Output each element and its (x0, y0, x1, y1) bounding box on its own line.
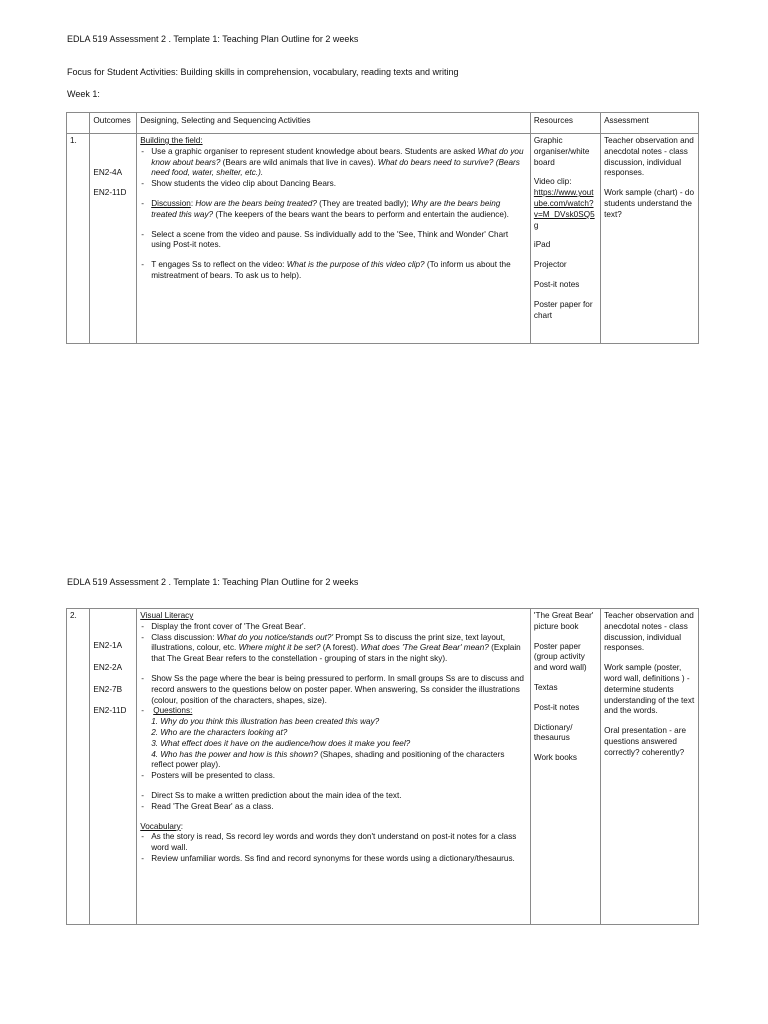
activities-cell (137, 609, 531, 925)
activity-item: - Class discussion: What do you notice/stands out?' Prompt Ss to discuss the print size, text layout, illustrations, colour, etc. Where might it be set? (A forest). What does 'The Great Bear' mean? (Explain that The Great Bear refers to the constellation - grouping of stars in the night sky). (140, 633, 527, 665)
resource-item: Textas (533, 682, 558, 692)
row-number: 1. (67, 134, 90, 344)
resource-item: 'The Great Bear' picture book (533, 611, 594, 631)
activity-item: - Review unfamiliar words. Ss find and record synonyms for these words using a dictionary/thesaurus. (140, 854, 527, 865)
outcomes-cell (90, 609, 137, 925)
resource-item: Projector (533, 260, 567, 270)
activity-item (140, 706, 527, 717)
activity-item: - Posters will be presented to class. (140, 771, 527, 782)
assessment-cell (601, 609, 699, 925)
assessment-item: Teacher observation and anecdotal notes - class discussion, individual responses. (604, 611, 694, 653)
section-heading: Vocabulary: (140, 821, 184, 831)
resource-item: Graphic organiser/white board (533, 136, 590, 167)
question-item: 3. What effect does it have on the audience/how does it make you feel? (151, 738, 411, 748)
resource-item: Work books (533, 753, 577, 763)
focus-statement: Focus for Student Activities: Building skills in comprehension, vocabulary, reading texts and writing (67, 67, 459, 77)
activity-item: - Show Ss the page where the bear is being pressured to perform. In small groups Ss are to discuss and record answers to the questions below on poster paper. When answering, Ss consider the illustrations (colour, position of the characters, shapes, size). (140, 674, 527, 706)
resources-cell (530, 609, 600, 925)
assessment-item: Oral presentation - are questions answered correctly? coherently? (604, 726, 687, 757)
assessment-item: Teacher observation and anecdotal notes - class discussion, individual responses. (604, 136, 694, 178)
week-label: Week 1: (67, 89, 100, 99)
section-heading: Building the field: (140, 136, 203, 145)
table-row (67, 134, 699, 344)
resource-item: Poster paper (group activity and word wall) (533, 641, 587, 673)
resource-item: Post-it notes (533, 702, 580, 712)
outcome-code: EN2-11D (93, 706, 127, 716)
activity-item: - Direct Ss to make a written prediction about the main idea of the text. (140, 791, 527, 802)
resource-item: Post-it notes (533, 279, 580, 289)
page-header: EDLA 519 Assessment 2 . Template 1: Teaching Plan Outline for 2 weeks (67, 577, 359, 587)
section-heading: Visual Literacy (140, 611, 194, 620)
questions-list (140, 717, 527, 771)
activity-item: - Show students the video clip about Dancing Bears. (140, 179, 527, 190)
column-header-resources: Resources (530, 113, 600, 134)
activity-item: - Select a scene from the video and pause. Ss individually add to the 'See, Think and Wonder' Chart using Post-it notes. (140, 230, 527, 252)
outcomes-cell (90, 134, 137, 344)
activity-item: - Use a graphic organiser to represent student knowledge about bears. Students are asked What do you know about bears? (Bears are wild animals that live in caves). What do bears need to survive? (Bears need food, water, shelter, etc.). (140, 147, 527, 179)
table-row (67, 609, 699, 925)
column-header-assessment: Assessment (601, 113, 699, 134)
assessment-cell (601, 134, 699, 344)
activity-item: - Display the front cover of 'The Great Bear'. (140, 622, 527, 633)
question-item: 2. Who are the characters looking at? (151, 727, 288, 737)
table-header-row (67, 113, 699, 134)
resources-cell (530, 134, 600, 344)
row-number: 2. (67, 609, 90, 925)
resource-item: iPad (533, 240, 551, 250)
questions-heading: Questions: (153, 706, 193, 716)
activity-item: - Read 'The Great Bear' as a class. (140, 802, 527, 813)
activity-item: - Discussion: How are the bears being treated? (They are treated badly); Why are the bears being treated this way? (The keepers of the bears want the bears to perform and entertain the audience). (140, 199, 527, 221)
column-header-activities: Designing, Selecting and Sequencing Activities (137, 113, 531, 134)
question-item: 4. Who has the power and how is this shown? (Shapes, shading and positioning of the characters reflect power play). (151, 749, 505, 770)
resource-item: Poster paper for chart (533, 299, 593, 320)
page-header: EDLA 519 Assessment 2 . Template 1: Teaching Plan Outline for 2 weeks (67, 34, 359, 44)
week1-plan-table-continued (66, 608, 699, 925)
assessment-item: Work sample (poster, word wall, definitions ) - determine students understanding of the text and the words. (604, 663, 695, 716)
outcome-code: EN2-1A (93, 641, 123, 650)
video-link[interactable]: https://www.youtube.com/watch?v=M_DVsk0SQ5g (533, 188, 595, 230)
outcome-code: EN2-2A (93, 662, 123, 672)
outcome-code: EN2-11D (93, 187, 127, 197)
column-header-number (67, 113, 90, 134)
outcome-code: EN2-4A (93, 168, 123, 177)
column-header-outcomes: Outcomes (90, 113, 137, 134)
week1-plan-table (66, 112, 699, 344)
resource-item: Video clip: https://www.youtube.com/watch?v=M_DVsk0SQ5g (533, 177, 595, 230)
resource-item: Dictionary/ thesaurus (533, 722, 573, 743)
activities-cell (137, 134, 531, 344)
outcome-code: EN2-7B (93, 684, 123, 694)
activity-item: - As the story is read, Ss record ley words and words they don't understand on post-it notes for a class word wall. (140, 832, 527, 854)
activity-item: - T engages Ss to reflect on the video: What is the purpose of this video clip? (To inform us about the mistreatment of bears. To ask us to help). (140, 260, 527, 282)
question-item: 1. Why do you think this illustration has been created this way? (151, 717, 380, 727)
assessment-item: Work sample (chart) - do students understand the text? (604, 188, 695, 219)
